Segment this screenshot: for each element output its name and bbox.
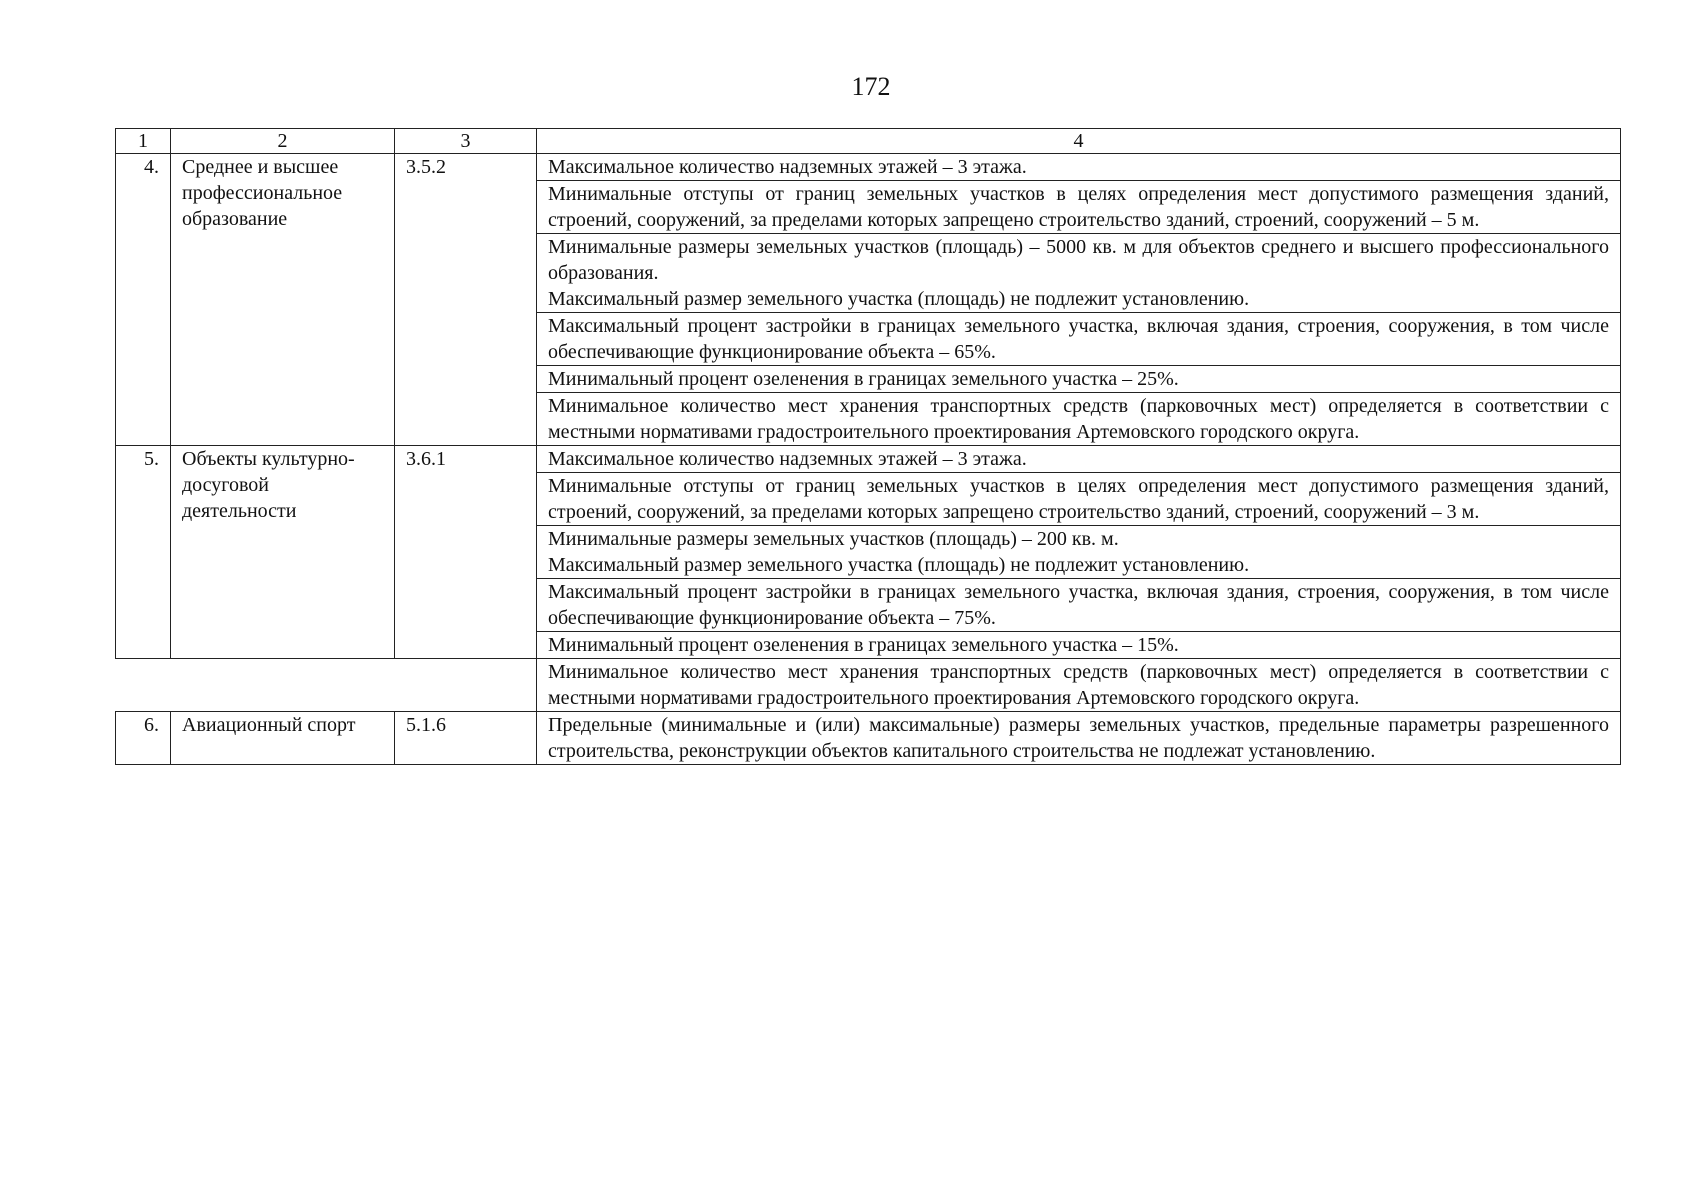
land-use-name: Авиационный спорт — [171, 712, 395, 765]
parameter-line: Минимальные размеры земельных участков (площадь) – 5000 кв. м для объектов среднего и высшего профессионального образования. — [548, 236, 1609, 284]
parameter-line: Максимальный размер земельного участка (площадь) не подлежит установлению. — [548, 554, 1250, 576]
table-header-row — [116, 129, 1621, 154]
column-header-3: 3 — [395, 129, 537, 154]
land-use-name: Объекты культурно-досуговой деятельности — [171, 446, 395, 659]
land-use-code: 5.1.6 — [395, 712, 537, 765]
parameter-cell: Максимальное количество надземных этажей – 3 этажа. — [537, 446, 1621, 473]
row-number: 5. — [116, 446, 171, 659]
column-header-4: 4 — [537, 129, 1621, 154]
regulations-table — [115, 128, 1621, 765]
parameter-cell: Минимальный процент озеленения в границах земельного участка – 25%. — [537, 366, 1621, 393]
land-use-name: Среднее и высшее профессиональное образование — [171, 154, 395, 446]
parameter-cell: Минимальные отступы от границ земельных участков в целях определения мест допустимого размещения зданий, строений, сооружений, за пределами которых запрещено строительство зданий, строений, сооружений – 3 м. — [537, 473, 1621, 526]
table-row — [116, 712, 1621, 765]
parameter-cell: Минимальные отступы от границ земельных участков в целях определения мест допустимого размещения зданий, строений, сооружений, за пределами которых запрещено строительство зданий, строений, сооружений – 5 м. — [537, 181, 1621, 234]
table-row — [116, 446, 1621, 473]
parameter-cell: Максимальный процент застройки в границах земельного участка, включая здания, строения, сооружения, в том числе обеспечивающие функционирование объекта – 75%. — [537, 579, 1621, 632]
parameter-cell — [537, 234, 1621, 313]
empty-cell — [116, 659, 537, 712]
parameter-line: Минимальные размеры земельных участков (площадь) – 200 кв. м. — [548, 528, 1119, 550]
column-header-2: 2 — [171, 129, 395, 154]
parameter-cell: Максимальный процент застройки в границах земельного участка, включая здания, строения, сооружения, в том числе обеспечивающие функционирование объекта – 65%. — [537, 313, 1621, 366]
parameter-cell — [537, 526, 1621, 579]
land-use-code: 3.5.2 — [395, 154, 537, 446]
row-number: 6. — [116, 712, 171, 765]
parameter-line: Максимальный размер земельного участка (площадь) не подлежит установлению. — [548, 288, 1250, 310]
parameter-cell: Минимальное количество мест хранения транспортных средств (парковочных мест) определяется в соответствии с местными нормативами градостроительного проектирования Артемовского городского округа. — [537, 393, 1621, 446]
land-use-code: 3.6.1 — [395, 446, 537, 659]
table-row — [116, 154, 1621, 181]
row-number: 4. — [116, 154, 171, 446]
table-row — [116, 659, 1621, 712]
parameter-cell: Минимальное количество мест хранения транспортных средств (парковочных мест) определяется в соответствии с местными нормативами градостроительного проектирования Артемовского городского округа. — [537, 659, 1621, 712]
parameter-cell: Максимальное количество надземных этажей – 3 этажа. — [537, 154, 1621, 181]
column-header-1: 1 — [116, 129, 171, 154]
parameter-cell: Минимальный процент озеленения в границах земельного участка – 15%. — [537, 632, 1621, 659]
page-number: 172 — [851, 72, 891, 101]
parameter-cell: Предельные (минимальные и (или) максимальные) размеры земельных участков, предельные параметры разрешенного строительства, реконструкции объектов капитального строительства не подлежат установлению. — [537, 712, 1621, 765]
